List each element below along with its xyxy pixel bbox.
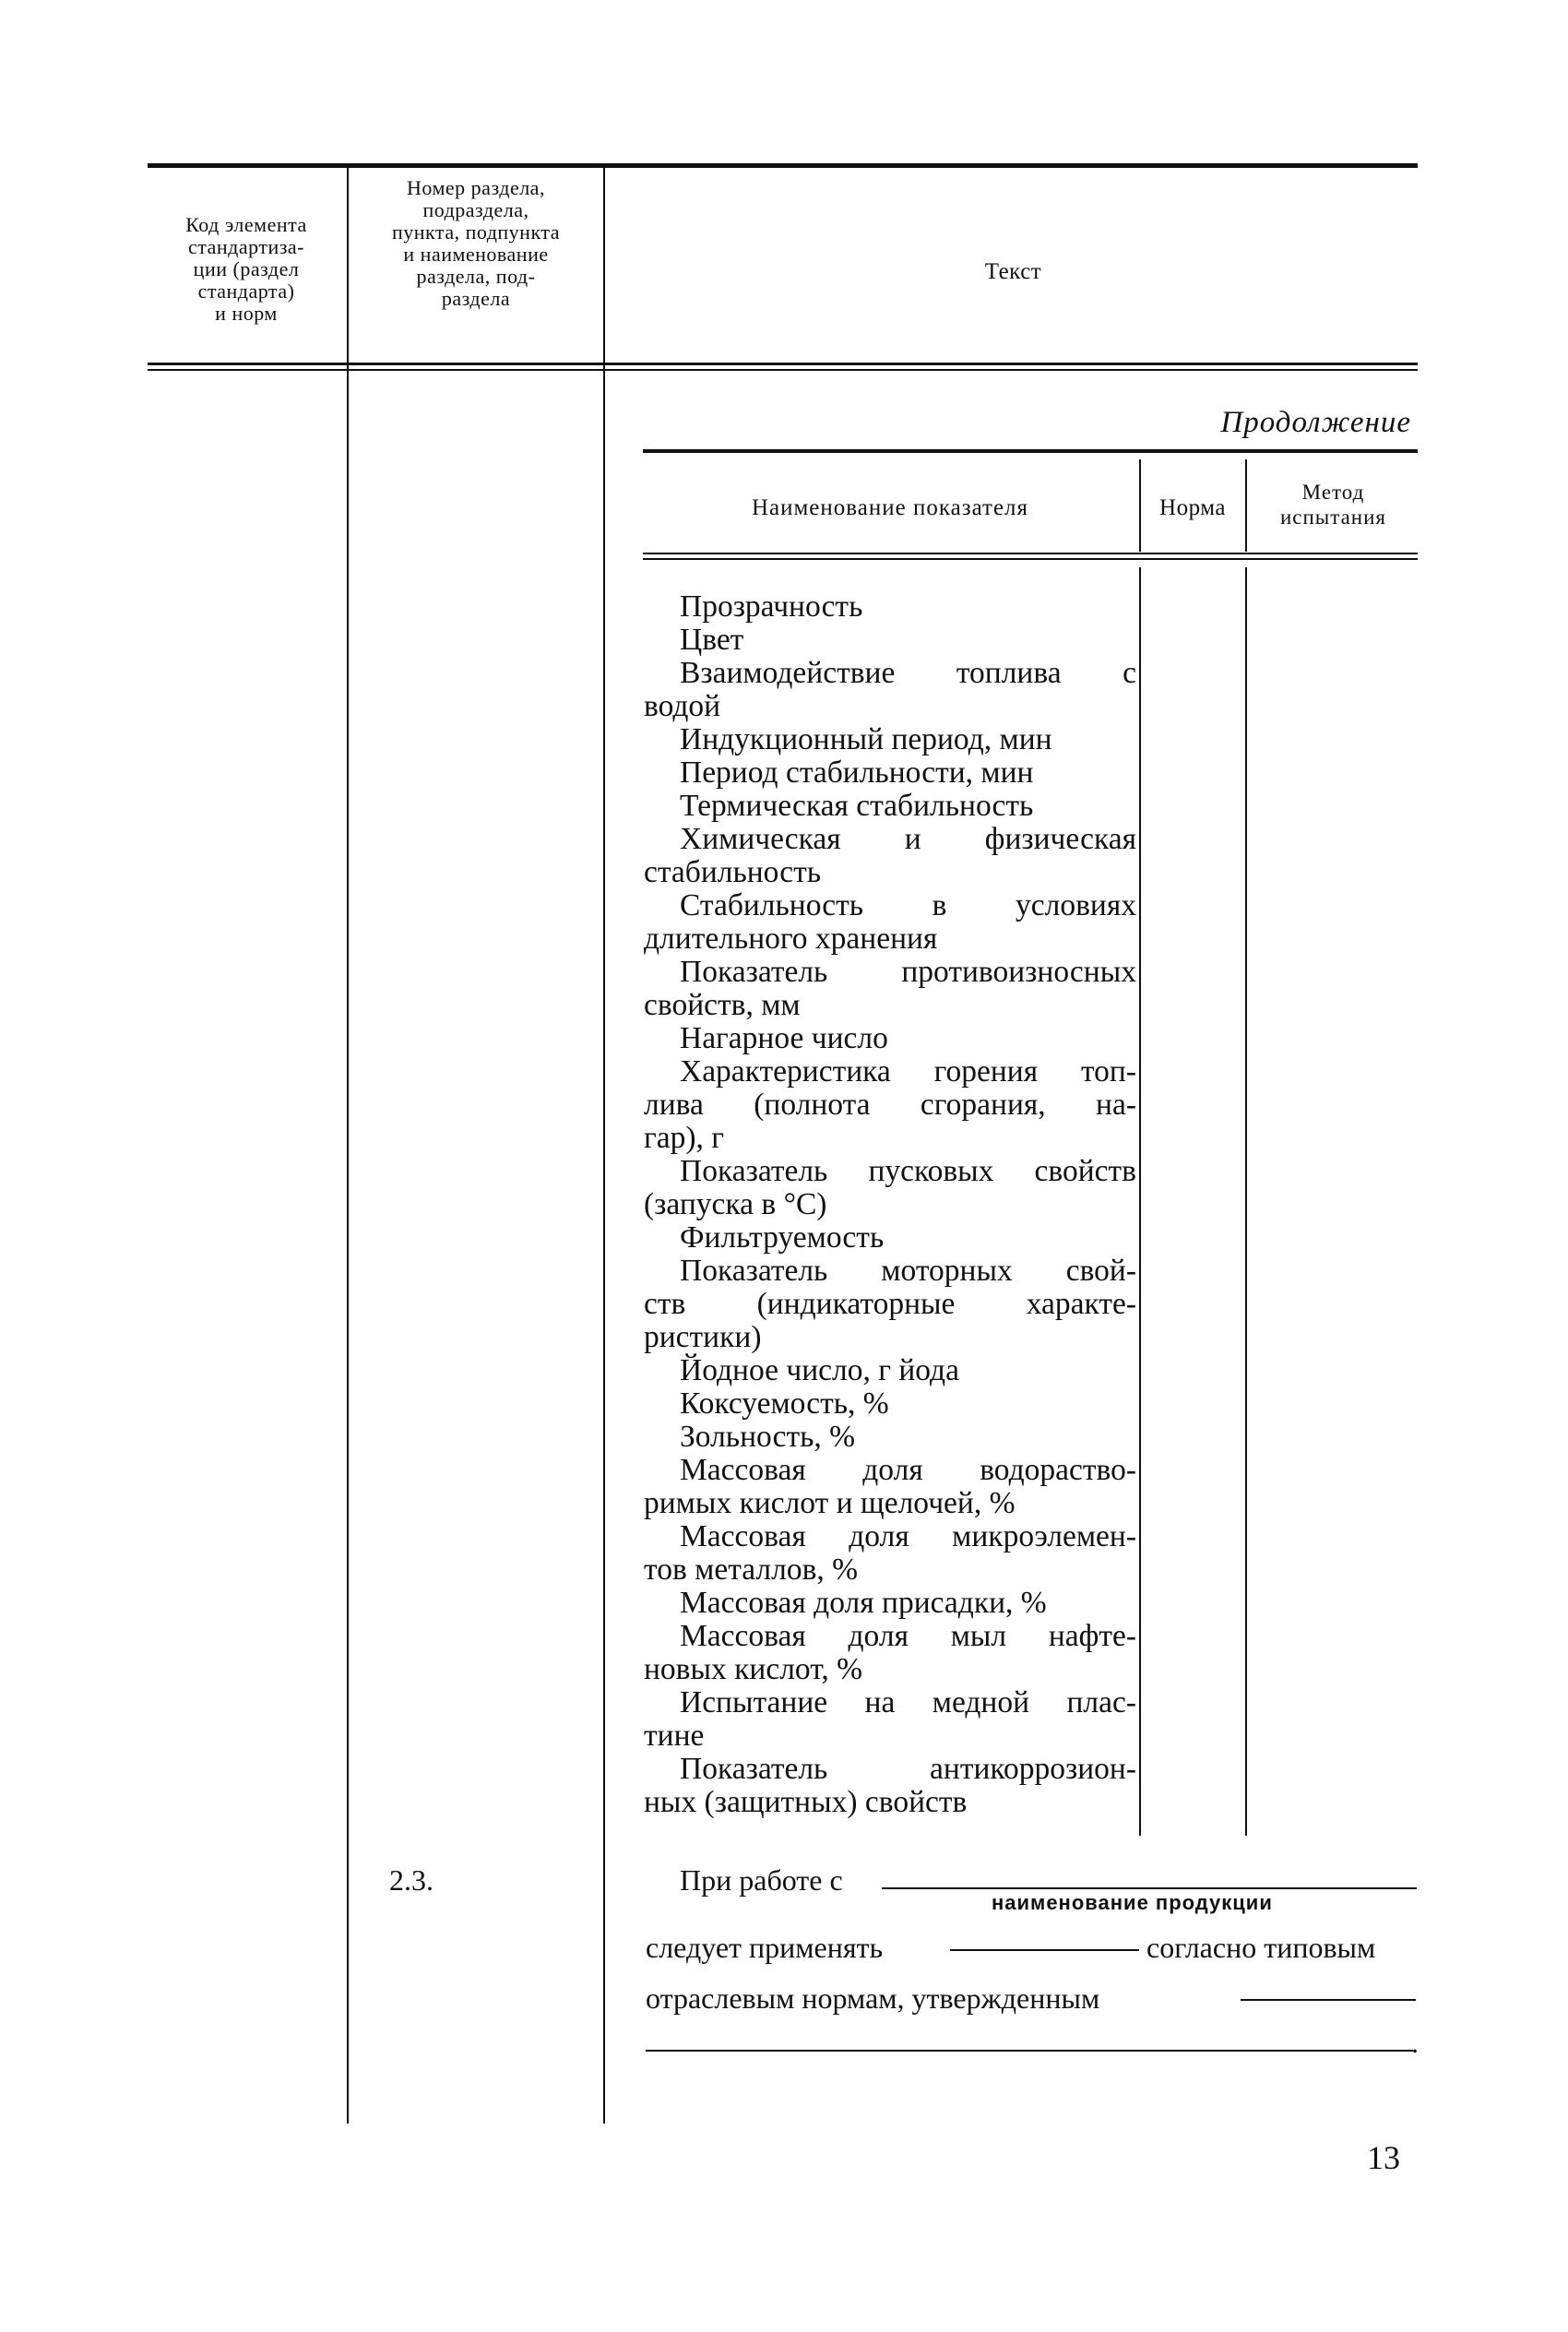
header-top-rule bbox=[148, 163, 1418, 168]
indicator-line: Химическая и физическая bbox=[680, 822, 1136, 856]
indicator-line: ристики) bbox=[644, 1320, 762, 1354]
indicator-line: Испытание на медной плас- bbox=[680, 1685, 1136, 1719]
inner-table-header-rule bbox=[643, 553, 1418, 554]
indicator-item bbox=[644, 1255, 1136, 1354]
indicator-line: Цвет bbox=[680, 623, 744, 657]
blank-line-product bbox=[882, 1887, 1417, 1889]
indicator-line: Массовая доля мыл нафте- bbox=[680, 1619, 1136, 1653]
blank-line-approved bbox=[1241, 1999, 1416, 2001]
header-col-code-line: ции (раздел bbox=[193, 257, 300, 280]
indicator-line: длительного хранения bbox=[644, 922, 938, 956]
indicator-line: Прозрачность bbox=[680, 589, 863, 624]
product-caption: наименование продукции bbox=[992, 1891, 1273, 1914]
inner-header-method-line: Метод bbox=[1301, 481, 1365, 504]
indicator-line: Массовая доля микроэлемен- bbox=[680, 1519, 1136, 1553]
indicator-line: римых кислот и щелочей, % bbox=[644, 1486, 1016, 1520]
indicator-line: тине bbox=[644, 1719, 705, 1753]
indicator-item bbox=[644, 1354, 1136, 1387]
indicator-line: Характеристика горения топ- bbox=[680, 1054, 1136, 1089]
indicator-item bbox=[644, 823, 1136, 889]
indicator-line: Показатель антикоррозион- bbox=[680, 1752, 1136, 1786]
inner-header-method bbox=[1249, 480, 1418, 529]
header-col-code-line: стандартиза- bbox=[187, 235, 305, 258]
page-number: 13 bbox=[1367, 2139, 1400, 2176]
header-col-number-line: подраздела, bbox=[422, 198, 529, 221]
section-line2b: согласно типовым bbox=[1146, 1931, 1376, 1964]
inner-table-header-rule-2 bbox=[643, 558, 1418, 560]
section-line2a: следует применять bbox=[646, 1931, 884, 1964]
indicator-line: Йодное число, г йода bbox=[680, 1353, 959, 1387]
indicator-item bbox=[644, 590, 1136, 624]
section-line1: При работе с bbox=[680, 1863, 843, 1897]
section-number: 2.3. bbox=[389, 1863, 434, 1897]
indicator-item bbox=[644, 723, 1136, 756]
indicator-item bbox=[644, 889, 1136, 956]
blank-line-apply bbox=[950, 1949, 1139, 1951]
indicator-line: Фильтруемость bbox=[680, 1220, 885, 1255]
indicator-line: Индукционный период, мин bbox=[680, 722, 1052, 756]
header-col-code-line: и норм bbox=[215, 302, 278, 325]
indicator-item bbox=[644, 1454, 1136, 1520]
indicator-line: Коксуемость, % bbox=[680, 1386, 889, 1421]
indicator-line: (запуска в °С) bbox=[644, 1187, 827, 1221]
indicator-item bbox=[644, 1221, 1136, 1255]
indicator-item bbox=[644, 1753, 1136, 1819]
indicator-line: Показатель пусковых свойств bbox=[680, 1154, 1136, 1188]
indicator-line: Зольность, % bbox=[680, 1420, 856, 1454]
indicator-item bbox=[644, 1421, 1136, 1454]
header-col-number-line: раздела bbox=[441, 287, 511, 310]
indicator-item bbox=[644, 1686, 1136, 1753]
header-col-code-line: стандарта) bbox=[197, 280, 295, 303]
inner-col-divider-2-body bbox=[1245, 567, 1247, 1836]
header-col-number-line: пункта, подпункта bbox=[391, 220, 561, 244]
indicator-item bbox=[644, 1587, 1136, 1620]
indicator-line: Массовая доля водораство- bbox=[680, 1453, 1136, 1487]
end-period: . bbox=[1411, 2026, 1419, 2059]
inner-col-divider-1-body bbox=[1139, 567, 1141, 1836]
inner-header-name: Наименование показателя bbox=[751, 495, 1029, 520]
indicator-line: Термическая стабильность bbox=[680, 789, 1034, 823]
header-col-number-line: раздела, под- bbox=[416, 265, 536, 288]
indicator-item bbox=[644, 1155, 1136, 1221]
indicator-item bbox=[644, 956, 1136, 1022]
header-bottom-rule-2 bbox=[148, 369, 1418, 371]
indicator-line: лива (полнота сгорания, на- bbox=[644, 1088, 1136, 1122]
blank-line-final bbox=[646, 2050, 1413, 2052]
indicator-item bbox=[644, 756, 1136, 790]
header-col-number-line: и наименование bbox=[403, 243, 549, 266]
header-col-code-line: Код элемента bbox=[185, 213, 307, 236]
indicator-line: стабильность bbox=[644, 855, 822, 889]
indicator-item bbox=[644, 1620, 1136, 1686]
indicator-item bbox=[644, 624, 1136, 657]
indicator-line: тов металлов, % bbox=[644, 1553, 859, 1587]
indicator-item bbox=[644, 1055, 1136, 1155]
indicator-line: Период стабильности, мин bbox=[680, 756, 1034, 790]
indicator-item bbox=[644, 657, 1136, 723]
indicator-line: новых кислот, % bbox=[644, 1652, 863, 1686]
indicator-list bbox=[644, 590, 1136, 1819]
header-col-text: Текст bbox=[984, 259, 1042, 284]
indicator-item bbox=[644, 1520, 1136, 1587]
col-divider-2 bbox=[603, 168, 605, 2124]
indicator-item bbox=[644, 790, 1136, 823]
header-col-number-line: Номер раздела, bbox=[407, 176, 545, 199]
inner-table-top-rule bbox=[643, 449, 1418, 453]
indicator-line: ных (защитных) свойств bbox=[644, 1785, 968, 1819]
indicator-item bbox=[644, 1387, 1136, 1421]
header-col-number bbox=[350, 177, 601, 310]
header-bottom-rule bbox=[148, 363, 1418, 365]
indicator-line: гар), г bbox=[644, 1121, 725, 1155]
indicator-line: водой bbox=[644, 689, 721, 723]
inner-col-divider-1 bbox=[1139, 459, 1141, 552]
indicator-line: Нагарное число bbox=[680, 1021, 888, 1055]
indicator-line: свойств, мм bbox=[644, 988, 801, 1022]
col-divider-1 bbox=[347, 168, 349, 2124]
inner-col-divider-2 bbox=[1245, 459, 1247, 552]
continuation-label: Продолжение bbox=[1220, 406, 1411, 439]
indicator-line: Показатель противоизносных bbox=[680, 955, 1136, 989]
header-col-code bbox=[149, 214, 343, 325]
inner-header-norm: Норма bbox=[1159, 495, 1226, 520]
indicator-line: Стабильность в условиях bbox=[680, 888, 1136, 922]
indicator-line: Массовая доля присадки, % bbox=[680, 1586, 1047, 1620]
indicator-item bbox=[644, 1022, 1136, 1055]
indicator-line: Взаимодействие топлива с bbox=[680, 656, 1136, 690]
indicator-line: ств (индикаторные характе- bbox=[644, 1287, 1136, 1321]
section-line3: отраслевым нормам, утвержденным bbox=[646, 1981, 1100, 2015]
indicator-line: Показатель моторных свой- bbox=[680, 1254, 1136, 1288]
inner-header-method-line: испытания bbox=[1279, 506, 1386, 529]
